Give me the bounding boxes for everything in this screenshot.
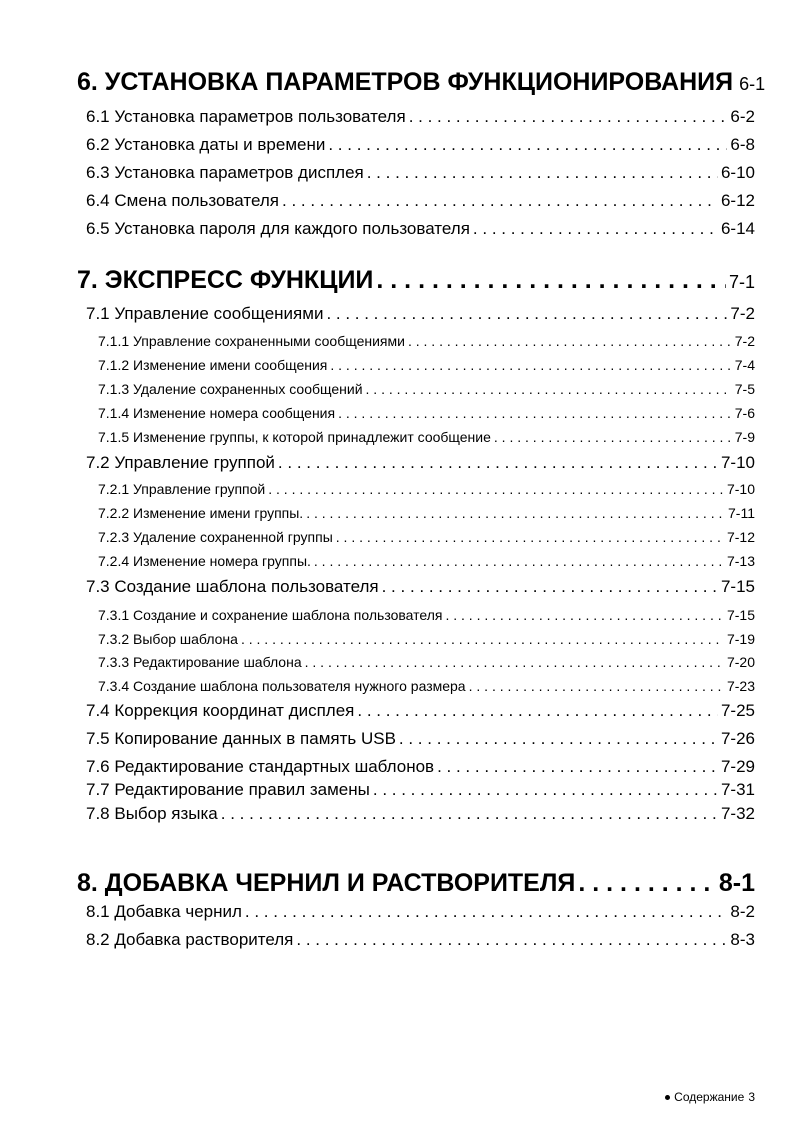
toc-page-number: 7-13	[726, 553, 755, 569]
toc-chapter-title: 8. ДОБАВКА ЧЕРНИЛ И РАСТВОРИТЕЛЯ	[77, 869, 576, 897]
toc-chapter-7[interactable]	[77, 268, 755, 293]
toc-subitem-title: 7.2.3 Удаление сохраненной группы	[98, 529, 333, 545]
toc-item-6-2[interactable]	[86, 136, 755, 153]
toc-dot-leader	[357, 702, 718, 719]
toc-item-6-1[interactable]	[86, 108, 755, 125]
toc-subitem-title: 7.3.3 Редактирование шаблона	[98, 654, 302, 670]
toc-subitem-7-2-2[interactable]	[98, 506, 755, 520]
toc-page-number: 8-2	[730, 902, 755, 921]
toc-page-number: 7-4	[734, 357, 755, 373]
toc-page-number: 7-10	[720, 453, 755, 472]
toc-dot-leader	[268, 482, 724, 496]
toc-item-7-7[interactable]	[86, 781, 755, 798]
toc-item-title: 6.4 Смена пользователя	[86, 191, 279, 210]
toc-dot-leader	[282, 192, 718, 209]
toc-page-number: 7-23	[726, 678, 755, 694]
toc-subitem-7-1-1[interactable]	[98, 334, 755, 348]
toc-item-8-2[interactable]	[86, 931, 755, 948]
toc-dot-leader	[328, 136, 727, 153]
footer-page-number: 3	[748, 1090, 755, 1104]
toc-page-number: 7-9	[734, 429, 755, 445]
toc-dot-leader	[330, 358, 731, 372]
toc-subitem-7-2-1[interactable]	[98, 482, 755, 496]
toc-subitem-title: 7.1.4 Изменение номера сообщения	[98, 405, 336, 421]
toc-page-number: 7-2	[730, 304, 755, 323]
toc-page-number: 7-5	[734, 381, 755, 397]
toc-item-7-3[interactable]	[86, 578, 755, 595]
toc-page-number: 7-1	[728, 272, 755, 292]
toc-chapter-title: 6. УСТАНОВКА ПАРАМЕТРОВ ФУНКЦИОНИРОВАНИЯ	[77, 68, 734, 96]
toc-dot-leader	[338, 406, 732, 420]
toc-page-number: 6-8	[730, 135, 755, 154]
toc-subitem-7-1-4[interactable]	[98, 406, 755, 420]
toc-subitem-title: 7.2.1 Управление группой	[98, 481, 266, 497]
toc-page-number: 7-10	[726, 481, 755, 497]
page-footer	[665, 1090, 755, 1104]
toc-dot-leader	[366, 382, 732, 396]
toc-subitem-7-2-4[interactable]	[98, 554, 755, 568]
toc-subitem-title: 7.1.5 Изменение группы, к которой принадлежит сообщение	[98, 429, 491, 445]
toc-subitem-title: 7.3.4 Создание шаблона пользователя нужного размера	[98, 678, 466, 694]
toc-page-number: 7-31	[720, 780, 755, 799]
toc-subitem-title: 7.1.2 Изменение имени сообщения	[98, 357, 328, 373]
toc-dot-leader	[278, 454, 718, 471]
toc-page-number: 7-15	[726, 607, 755, 623]
toc-chapter-title: 7. ЭКСПРЕСС ФУНКЦИИ	[77, 266, 374, 294]
toc-item-6-3[interactable]	[86, 164, 755, 181]
toc-dot-leader	[245, 903, 728, 920]
toc-item-6-5[interactable]	[86, 220, 755, 237]
toc-subitem-7-2-3[interactable]	[98, 530, 755, 544]
toc-dot-leader	[409, 108, 728, 125]
toc-subitem-title: 7.3.2 Выбор шаблона	[98, 631, 238, 647]
toc-chapter-6[interactable]	[77, 68, 766, 96]
toc-item-title: 7.5 Копирование данных в память USB	[86, 729, 396, 748]
toc-dot-leader	[296, 931, 727, 948]
toc-page-number: 7-29	[720, 757, 755, 776]
toc-dot-leader	[314, 554, 724, 568]
toc-dot-leader	[408, 334, 732, 348]
toc-item-title: 7.8 Выбор языка	[86, 804, 218, 823]
toc-subitem-title: 7.3.1 Создание и сохранение шаблона пользователя	[98, 607, 443, 623]
toc-item-7-6[interactable]	[86, 758, 755, 775]
toc-dot-leader	[399, 730, 718, 747]
toc-dot-leader	[221, 805, 718, 822]
toc-page-number: 8-1	[718, 869, 755, 897]
toc-subitem-title: 7.1.1 Управление сохраненными сообщениями	[98, 333, 405, 349]
toc-dot-leader	[382, 578, 718, 595]
toc-dot-leader	[367, 164, 718, 181]
footer-label: Содержание	[674, 1090, 745, 1104]
toc-page-number: 7-11	[728, 505, 755, 521]
toc-page-number: 7-32	[720, 804, 755, 823]
toc-page-number: 7-6	[734, 405, 755, 421]
toc-subitem-7-3-3[interactable]	[98, 655, 755, 669]
toc-item-title: 6.1 Установка параметров пользователя	[86, 107, 406, 126]
toc-dot-leader	[494, 430, 732, 444]
toc-page-number: 6-2	[730, 107, 755, 126]
toc-dot-leader	[326, 305, 727, 322]
toc-subitem-7-3-1[interactable]	[98, 608, 755, 622]
toc-item-7-1[interactable]	[86, 305, 755, 322]
toc-page-number: 6-10	[720, 163, 755, 182]
toc-item-title: 6.5 Установка пароля для каждого пользователя	[86, 219, 470, 238]
toc-item-title: 8.2 Добавка растворителя	[86, 930, 294, 949]
toc-item-7-2[interactable]	[86, 454, 755, 471]
toc-dot-leader	[445, 608, 724, 622]
toc-dot-leader	[373, 781, 718, 798]
toc-page-number: 7-20	[726, 654, 755, 670]
toc-page-number: 7-26	[720, 729, 755, 748]
toc-page-number: 6-12	[720, 191, 755, 210]
toc-subitem-7-1-3[interactable]	[98, 382, 755, 396]
toc-dot-leader	[306, 506, 725, 520]
toc-item-8-1[interactable]	[86, 903, 755, 920]
toc-page-number: 7-15	[720, 577, 755, 596]
toc-subitem-7-1-2[interactable]	[98, 358, 755, 372]
toc-item-title: 7.3 Создание шаблона пользователя	[86, 577, 379, 596]
toc-page-number: 6-1	[739, 74, 766, 94]
toc-chapter-8[interactable]	[77, 871, 755, 896]
toc-dot-leader	[469, 679, 724, 693]
bullet-icon	[665, 1095, 670, 1100]
toc-item-title: 6.2 Установка даты и времени	[86, 135, 326, 154]
toc-item-title: 8.1 Добавка чернил	[86, 902, 242, 921]
toc-subitem-title: 7.2.2 Изменение имени группы.	[98, 505, 304, 521]
toc-dot-leader	[241, 632, 724, 646]
toc-page-number: 8-3	[730, 930, 755, 949]
toc-item-7-5[interactable]	[86, 730, 755, 747]
toc-item-title: 7.4 Коррекция координат дисплея	[86, 701, 355, 720]
toc-dot-leader	[473, 220, 718, 237]
toc-item-title: 6.3 Установка параметров дисплея	[86, 163, 364, 182]
toc-page-number: 6-14	[720, 219, 755, 238]
toc-subitem-7-3-4[interactable]	[98, 679, 755, 693]
toc-subitem-7-3-2[interactable]	[98, 632, 755, 646]
toc-item-7-8[interactable]	[86, 805, 755, 822]
toc-item-title: 7.1 Управление сообщениями	[86, 304, 324, 323]
toc-dot-leader	[376, 268, 726, 293]
toc-item-title: 7.7 Редактирование правил замены	[86, 780, 370, 799]
toc-dot-leader	[336, 530, 724, 544]
toc-item-7-4[interactable]	[86, 702, 755, 719]
toc-subitem-title: 7.1.3 Удаление сохраненных сообщений	[98, 381, 363, 397]
toc-item-title: 7.6 Редактирование стандартных шаблонов	[86, 757, 435, 776]
toc-page-number: 7-12	[726, 529, 755, 545]
toc-dot-leader	[305, 655, 724, 669]
toc-subitem-title: 7.2.4 Изменение номера группы.	[98, 553, 311, 569]
toc-item-6-4[interactable]	[86, 192, 755, 209]
toc-dot-leader	[437, 758, 718, 775]
toc-item-title: 7.2 Управление группой	[86, 453, 275, 472]
toc-page-number: 7-2	[734, 333, 755, 349]
toc-dot-leader	[578, 871, 715, 896]
toc-subitem-7-1-5[interactable]	[98, 430, 755, 444]
toc-page-number: 7-19	[726, 631, 755, 647]
toc-page-number: 7-25	[720, 701, 755, 720]
